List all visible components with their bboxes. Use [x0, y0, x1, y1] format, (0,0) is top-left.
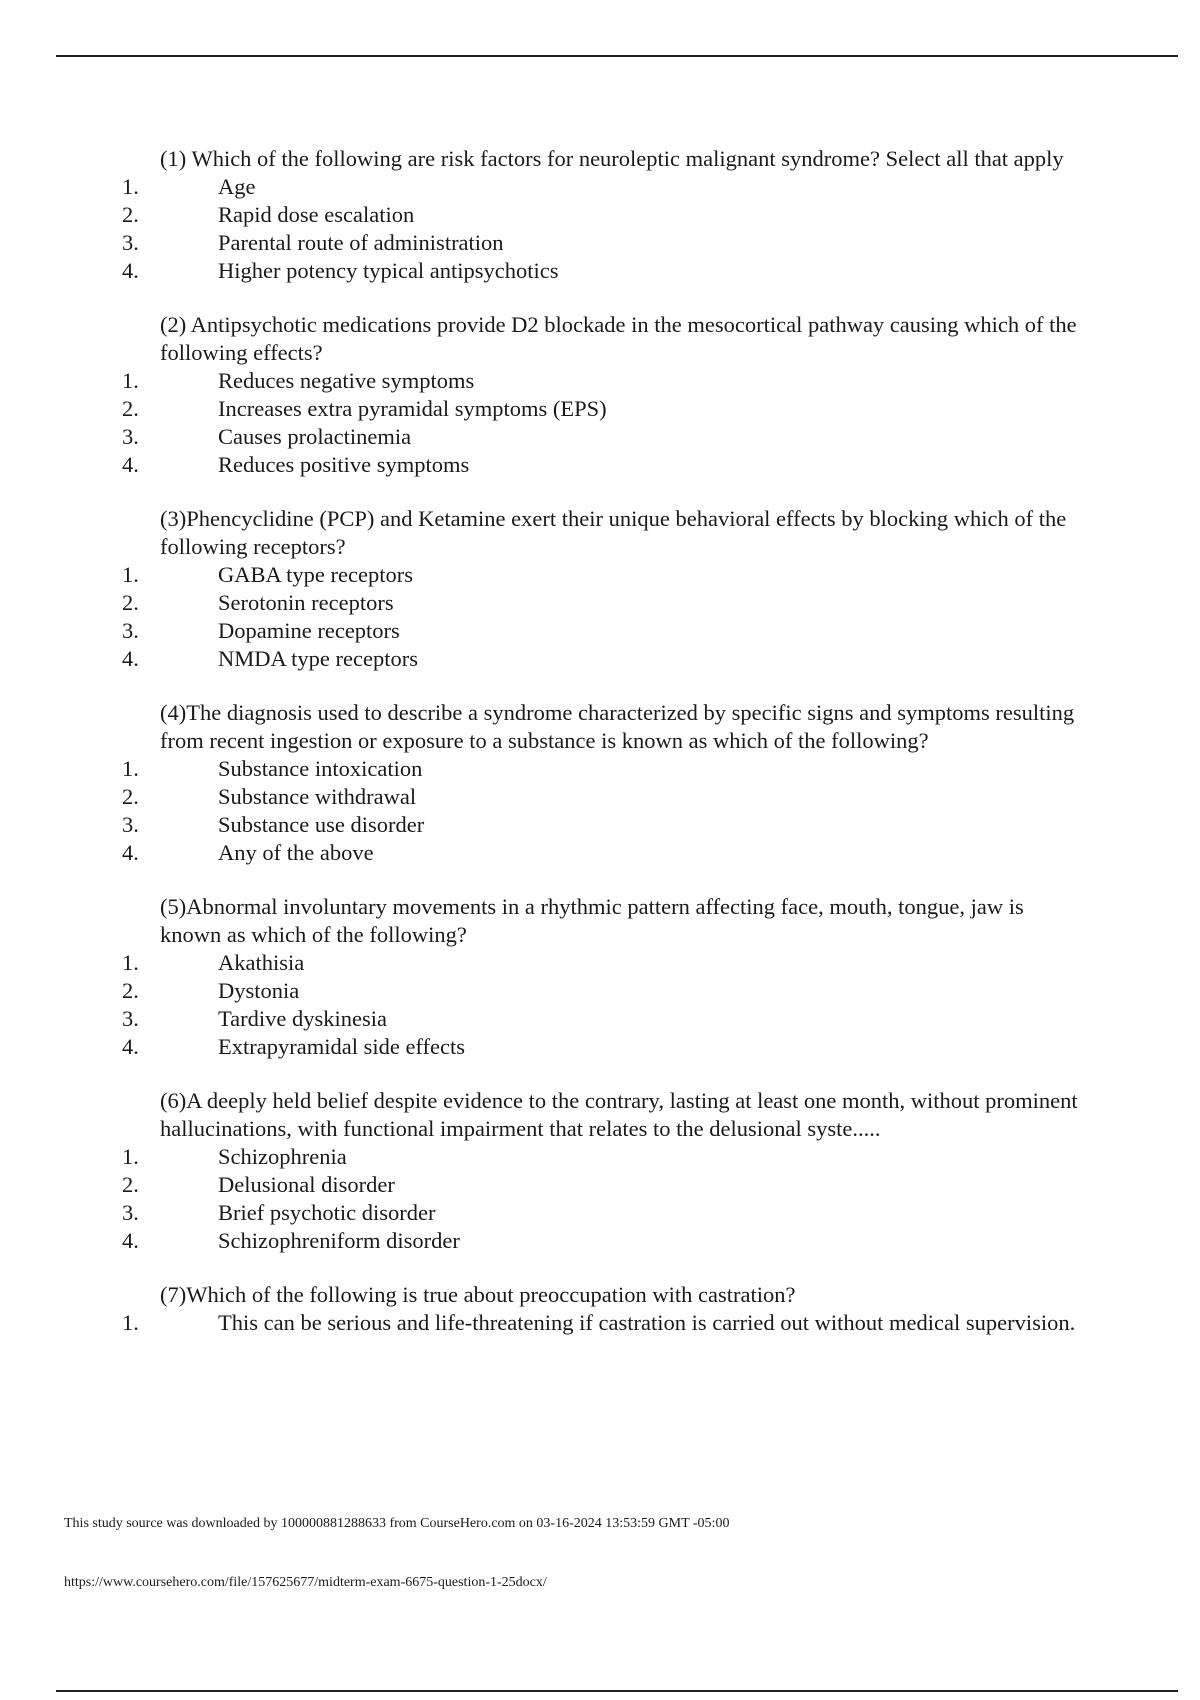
option-number: 4.: [122, 646, 139, 671]
answer-option: [0, 395, 1090, 423]
option-number: 3.: [122, 1006, 139, 1031]
answer-option: [0, 257, 1090, 285]
answer-option: [0, 617, 1090, 645]
option-text: Higher potency typical antipsychotics: [218, 258, 559, 283]
answer-options: [0, 561, 1200, 673]
answer-options: [0, 1143, 1200, 1255]
option-number: 4.: [122, 452, 139, 477]
option-number: 1.: [122, 1310, 139, 1335]
option-number: 4.: [122, 258, 139, 283]
answer-option: [0, 1227, 1090, 1255]
option-number: 2.: [122, 784, 139, 809]
answer-option: [0, 1005, 1090, 1033]
answer-option: [0, 423, 1090, 451]
option-number: 2.: [122, 396, 139, 421]
option-text: Age: [218, 174, 256, 199]
answer-option: [0, 561, 1090, 589]
option-number: 1.: [122, 1144, 139, 1169]
option-number: 1.: [122, 950, 139, 975]
answer-options: [0, 367, 1200, 479]
option-number: 3.: [122, 424, 139, 449]
question-text: (6)A deeply held belief despite evidence to the contrary, lasting at least one month, without prominent hallucinations, with functional impairment that relates to the delusional syste.....: [160, 1088, 1078, 1141]
answer-option: [0, 173, 1090, 201]
question-2: [0, 311, 1200, 479]
option-text: Parental route of administration: [218, 230, 504, 255]
answer-option: [0, 1143, 1090, 1171]
document-body: [0, 145, 1200, 1363]
answer-option: [0, 1033, 1090, 1061]
question-text: (2) Antipsychotic medications provide D2 blockade in the mesocortical pathway causing which of the following effects?: [160, 312, 1077, 365]
option-text: Akathisia: [218, 950, 305, 975]
option-text: GABA type receptors: [218, 562, 413, 587]
option-text: Dopamine receptors: [218, 618, 400, 643]
source-url[interactable]: https://www.coursehero.com/file/157625677/midterm-exam-6675-question-1-25docx/: [64, 1575, 547, 1590]
answer-option: [0, 839, 1090, 867]
option-number: 1.: [122, 756, 139, 781]
option-number: 1.: [122, 562, 139, 587]
answer-option: [0, 1199, 1090, 1227]
option-number: 1.: [122, 368, 139, 393]
option-text: Reduces positive symptoms: [218, 452, 470, 477]
option-text: Schizophrenia: [218, 1144, 347, 1169]
question-5: [0, 893, 1200, 1061]
option-number: 2.: [122, 590, 139, 615]
answer-option: [0, 811, 1090, 839]
option-number: 3.: [122, 812, 139, 837]
bottom-rule: [56, 1690, 1178, 1692]
question-text: (1) Which of the following are risk factors for neuroleptic malignant syndrome? Select all that apply: [160, 146, 1064, 171]
answer-options: [0, 173, 1200, 285]
option-number: 3.: [122, 230, 139, 255]
answer-option: [0, 783, 1090, 811]
answer-options: [0, 1309, 1200, 1337]
option-text: Substance use disorder: [218, 812, 425, 837]
option-number: 2.: [122, 1172, 139, 1197]
answer-option: [0, 977, 1090, 1005]
option-text: Substance withdrawal: [218, 784, 417, 809]
question-7: [0, 1281, 1200, 1337]
option-number: 4.: [122, 1034, 139, 1059]
question-text: (4)The diagnosis used to describe a syndrome characterized by specific signs and symptoms resulting from recent ingestion or exposure to a substance is known as which of the following?: [160, 700, 1075, 753]
question-text: (7)Which of the following is true about preoccupation with castration?: [160, 1282, 796, 1307]
answer-options: [0, 949, 1200, 1061]
answer-option: [0, 451, 1090, 479]
option-text: Schizophreniform disorder: [218, 1228, 460, 1253]
option-number: 3.: [122, 1200, 139, 1225]
answer-option: [0, 1309, 1090, 1337]
option-text: Causes prolactinemia: [218, 424, 412, 449]
answer-option: [0, 1171, 1090, 1199]
option-text: NMDA type receptors: [218, 646, 418, 671]
answer-option: [0, 755, 1090, 783]
option-text: Dystonia: [218, 978, 300, 1003]
option-text: Increases extra pyramidal symptoms (EPS): [218, 396, 607, 421]
option-text: Tardive dyskinesia: [218, 1006, 388, 1031]
question-3: [0, 505, 1200, 673]
question-text: (3)Phencyclidine (PCP) and Ketamine exert their unique behavioral effects by blocking which of the following receptors?: [160, 506, 1067, 559]
question-6: [0, 1087, 1200, 1255]
option-text: Delusional disorder: [218, 1172, 395, 1197]
question-text: (5)Abnormal involuntary movements in a rhythmic pattern affecting face, mouth, tongue, jaw is known as which of the following?: [160, 894, 1024, 947]
answer-option: [0, 367, 1090, 395]
question-1: [0, 145, 1200, 285]
option-text: Substance intoxication: [218, 756, 423, 781]
answer-option: [0, 645, 1090, 673]
option-number: 3.: [122, 618, 139, 643]
option-number: 2.: [122, 978, 139, 1003]
question-4: [0, 699, 1200, 867]
top-rule: [56, 55, 1178, 57]
option-text: Any of the above: [218, 840, 374, 865]
answer-option: [0, 589, 1090, 617]
option-text: Brief psychotic disorder: [218, 1200, 436, 1225]
answer-options: [0, 755, 1200, 867]
answer-option: [0, 229, 1090, 257]
option-text: Serotonin receptors: [218, 590, 394, 615]
download-notice: This study source was downloaded by 100000881288633 from CourseHero.com on 03-16-2024 13:53:59 GMT -05:00: [64, 1516, 730, 1531]
option-number: 4.: [122, 840, 139, 865]
answer-option: [0, 949, 1090, 977]
option-text: Extrapyramidal side effects: [218, 1034, 465, 1059]
option-text: This can be serious and life-threatening if castration is carried out without medical supervision.: [218, 1310, 1076, 1335]
option-number: 2.: [122, 202, 139, 227]
option-number: 4.: [122, 1228, 139, 1253]
answer-option: [0, 201, 1090, 229]
option-number: 1.: [122, 174, 139, 199]
option-text: Reduces negative symptoms: [218, 368, 475, 393]
option-text: Rapid dose escalation: [218, 202, 415, 227]
